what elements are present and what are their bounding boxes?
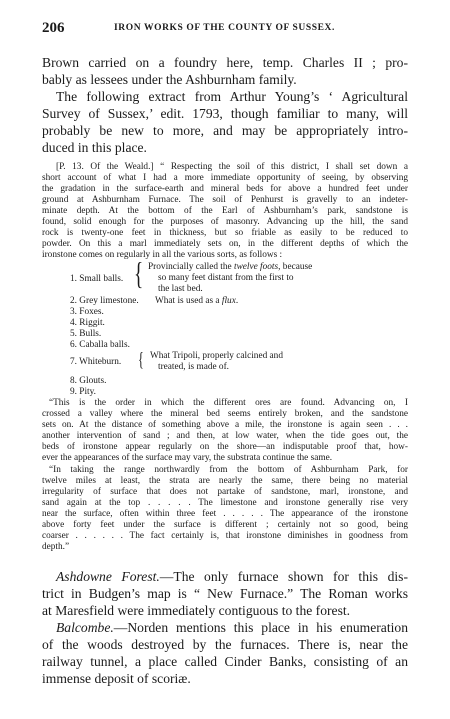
ore-note: Provincially called the twelve foots, because (148, 262, 313, 272)
balcombe-line: Balcombe.—Norden mentions this place in his enumeration (56, 620, 408, 635)
ore-item-grey-limestone: 2. Grey limestone. (70, 296, 139, 306)
quote-line: another intervention of sand ; and then, at low water, when the tide goes out, the (42, 431, 408, 441)
quote-line: beds of ironstone appear regularly on the shore—an indisputable proof that, how- (42, 442, 408, 452)
ore-item-whiteburn: 7. Whiteburn. (70, 357, 122, 367)
balcombe-line: immense deposit of scoriæ. (42, 671, 191, 686)
ore-item-bulls: 5. Bulls. (70, 329, 102, 339)
quote-line: irregularity of surface that does not partake of sandstone, marl, ironstone, and (42, 487, 408, 497)
ore-item-riggit: 4. Riggit. (70, 318, 105, 328)
ore-note: the last bed. (158, 284, 203, 294)
para2-line: Survey of Sussex,’ edit. 1793, though familiar to many, will (42, 106, 408, 121)
para2-line: duced in this place. (42, 140, 147, 155)
balcombe-line: of the woods destroyed by the furnaces. There is, near the (42, 637, 408, 652)
ore-item-caballa: 6. Caballa balls. (70, 340, 130, 350)
brace-icon: { (134, 255, 144, 291)
quote-line: the gradation in the surface-earth and mineral beds for above a hundred feet under (42, 184, 408, 194)
page-number: 206 (42, 20, 65, 36)
quote-line: “In taking the range northwardly from the bottom of Ashburnham Park, for (49, 465, 408, 475)
quote-line: sets on. At the distance of something above a mile, the ironstone is again seen . . . (42, 420, 408, 430)
quote-line: short account of what I had a more immediate opportunity of seeing, by observing (42, 173, 408, 183)
section-heading-balcombe: Balcombe. (56, 620, 114, 635)
ashdowne-line: at Maresfield were immediately contiguous to the forest. (42, 603, 351, 618)
section-heading-ashdowne: Ashdowne Forest. (56, 569, 160, 584)
ashdowne-line: trict in Budgen’s map is “ New Furnace.” The Roman works (42, 586, 408, 601)
quote-line: rock is twenty-one feet in thickness, but so friable as easily to be reduced to (42, 228, 408, 238)
page-header (42, 20, 408, 36)
quote-line: found, solid enough for the purposes of masonry. Advancing up the hill, the sand (42, 217, 408, 227)
quote-line: [P. 13. Of the Weald.] “ Respecting the soil of this district, I shall set down a (56, 162, 408, 172)
para2-line: probably be new to more, and may be appropriately intro- (42, 123, 408, 138)
intro-line: Brown carried on a foundry here, temp. Charles II ; pro- (42, 55, 408, 70)
quote-line: powder. On this a marl immediately sets on, in the different depths of which the (42, 239, 408, 249)
quote-line: ironstone comes on regularly in all the various sorts, as follows : (42, 250, 283, 260)
quote-line: coarser . . . . . . The fact certainly is, that ironstone diminishes in goodness from (42, 531, 408, 541)
intro-line: bably as lessees under the Ashburnham family. (42, 72, 297, 87)
ashdowne-line: Ashdowne Forest.—The only furnace shown for this dis- (56, 569, 408, 584)
running-head: IRON WORKS OF THE COUNTY OF SUSSEX. (114, 23, 335, 33)
quote-line: ever the appearances of the surface may vary, the substrata continue the same. (42, 453, 333, 463)
quote-line: minate depth. At the bottom of the Earl of Ashburnham’s park, sandstone is (42, 206, 408, 216)
ore-note: What Tripoli, properly calcined and (150, 351, 283, 361)
ore-note: What is used as a flux. (155, 296, 239, 306)
quote-line: ground at Ashburnham Furnace. The soil of Penhurst is gravelly to an indeter- (42, 195, 408, 205)
balcombe-line: railway tunnel, a place called Cinder Banks, consisting of an (42, 654, 408, 669)
ore-item-glouts: 8. Glouts. (70, 376, 107, 386)
quote-line: crossed a valley where the mineral bed seems entirely broken, and the sandstone (42, 409, 408, 419)
quote-line: near the surface, often within three feet . . . . . The appearance of the ironstone (42, 509, 408, 519)
quote-line: sand again at the top . . . . . The limestone and ironstone generally rise very (42, 498, 408, 508)
quote-line: depth.” (42, 542, 70, 552)
ore-item-small-balls: 1. Small balls. (70, 274, 124, 284)
ore-note: treated, is made of. (158, 362, 229, 372)
brace-icon: { (138, 349, 144, 371)
quote-line: twelve miles at least, the strata are nearly the same, there being no material (42, 476, 408, 486)
ore-item-pity: 9. Pity. (70, 387, 97, 397)
quote-line: “This is the order in which the different ores are found. Advancing on, I (49, 398, 408, 408)
para2-line: The following extract from Arthur Young’s ‘ Agricultural (56, 89, 408, 104)
ore-item-foxes: 3. Foxes. (70, 307, 104, 317)
quote-line: above forty feet under the surface is different ; certainly not so good, being (42, 520, 408, 530)
ore-note: so many feet distant from the first to (158, 273, 294, 283)
